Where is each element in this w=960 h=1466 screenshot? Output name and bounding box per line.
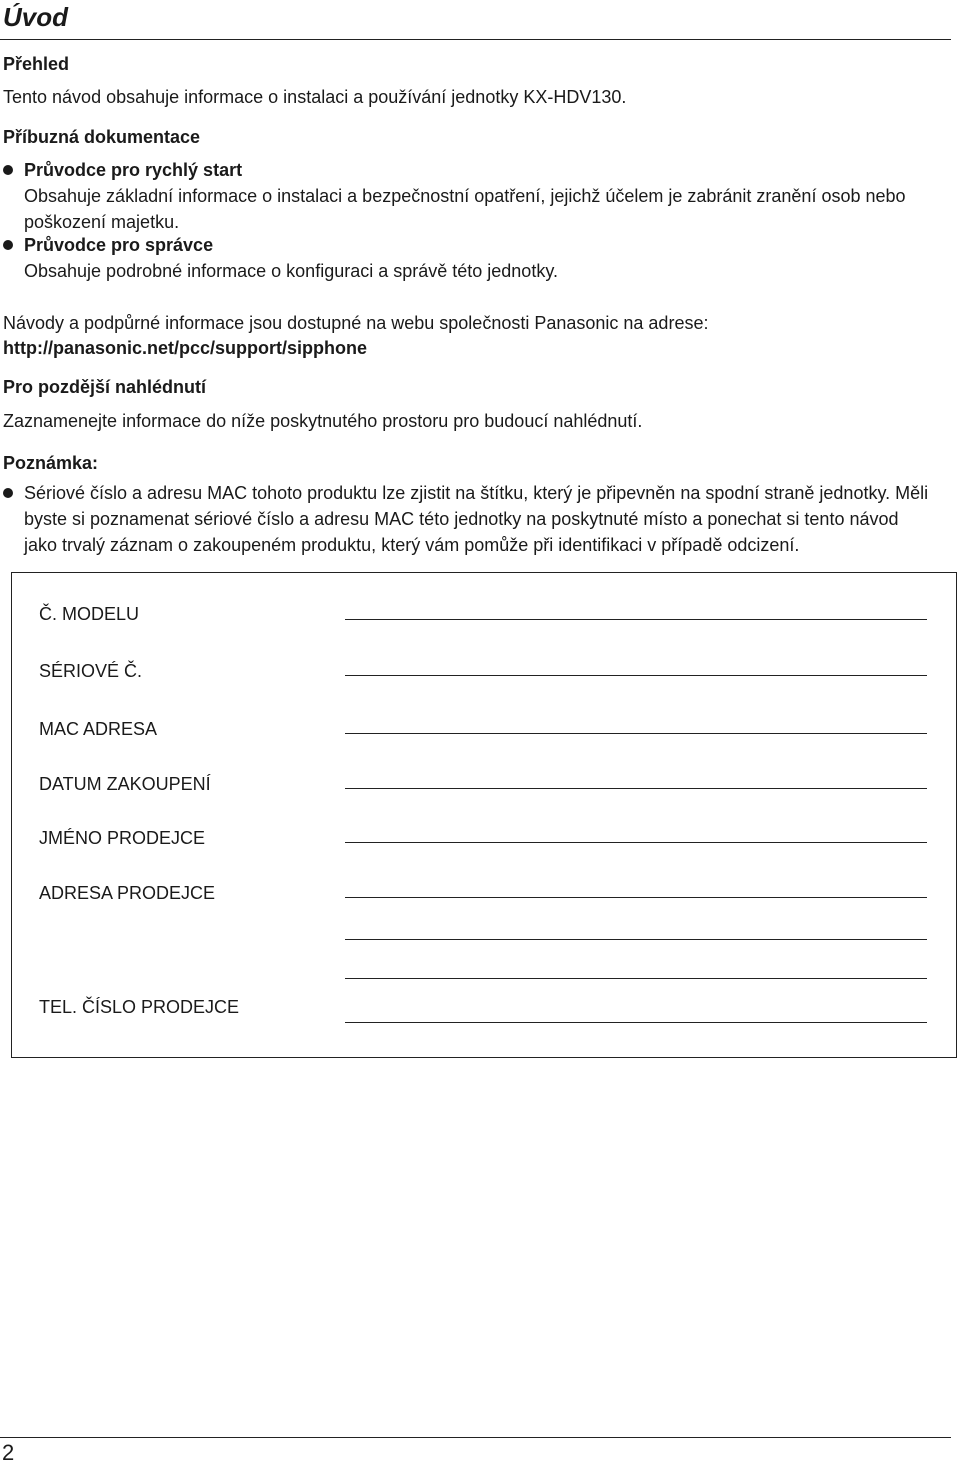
title-divider — [0, 39, 951, 40]
web-info-text: Návody a podpůrné informace jsou dostupné na webu společnosti Panasonic na adrese: — [3, 313, 709, 333]
doc-description-line: Obsahuje základní informace o instalaci a bezpečnostní opatření, jejichž účelem je zabránit zranění osob nebo — [24, 186, 906, 206]
related-docs-heading: Příbuzná dokumentace — [3, 127, 201, 147]
future-reference-heading: Pro pozdější nahlédnutí — [3, 377, 207, 397]
list-item — [0, 232, 940, 284]
doc-title-admin-guide: Průvodce pro správce — [24, 235, 214, 255]
dealer-phone-label: TEL. ČÍSLO PRODEJCE — [39, 997, 240, 1017]
doc-title-quick-start: Průvodce pro rychlý start — [24, 160, 243, 180]
overview-heading: Přehled — [3, 54, 70, 74]
dealer-address-field-line-2[interactable] — [345, 939, 927, 940]
dealer-address-label: ADRESA PRODEJCE — [39, 883, 216, 903]
bullet-icon — [3, 240, 13, 250]
dealer-address-field-line-3[interactable] — [345, 978, 927, 979]
model-number-label: Č. MODELU — [39, 604, 140, 624]
bullet-icon — [3, 165, 13, 175]
note-line: jako trvalý záznam o zakoupeném produktu, který vám pomůže při identifikaci v případě odcizení. — [24, 535, 800, 555]
list-item — [0, 480, 940, 558]
dealer-phone-field[interactable] — [345, 1022, 927, 1023]
dealer-address-field-line-1[interactable] — [345, 897, 927, 898]
footer-divider — [0, 1437, 951, 1438]
mac-address-label: MAC ADRESA — [39, 719, 158, 739]
overview-text: Tento návod obsahuje informace o instalaci a používání jednotky KX-HDV130. — [3, 87, 627, 107]
purchase-date-label: DATUM ZAKOUPENÍ — [39, 774, 211, 794]
dealer-name-field[interactable] — [345, 842, 927, 843]
page-title: Úvod — [3, 2, 68, 32]
note-heading: Poznámka: — [3, 453, 99, 473]
doc-description-line: poškození majetku. — [24, 212, 180, 232]
note-line: Sériové číslo a adresu MAC tohoto produktu lze zjistit na štítku, který je připevněn na spodní straně jednotky. Měli — [24, 483, 929, 503]
dealer-name-label: JMÉNO PRODEJCE — [39, 828, 206, 848]
serial-number-label: SÉRIOVÉ Č. — [39, 661, 143, 681]
serial-number-field[interactable] — [345, 675, 927, 676]
page-number: 2 — [2, 1440, 15, 1465]
note-line: byste si poznamenat sériové číslo a adresu MAC této jednotky na poskytnuté místo a ponechat si tento návod — [24, 509, 899, 529]
list-item — [0, 157, 940, 235]
future-reference-text: Zaznamenejte informace do níže poskytnutého prostoru pro budoucí nahlédnutí. — [3, 411, 643, 431]
bullet-icon — [3, 488, 13, 498]
support-url-link[interactable]: http://panasonic.net/pcc/support/sipphone — [3, 338, 368, 358]
mac-address-field[interactable] — [345, 733, 927, 734]
doc-description-line: Obsahuje podrobné informace o konfiguraci a správě této jednotky. — [24, 261, 558, 281]
record-form-box — [11, 572, 957, 1058]
model-number-field[interactable] — [345, 619, 927, 620]
purchase-date-field[interactable] — [345, 788, 927, 789]
